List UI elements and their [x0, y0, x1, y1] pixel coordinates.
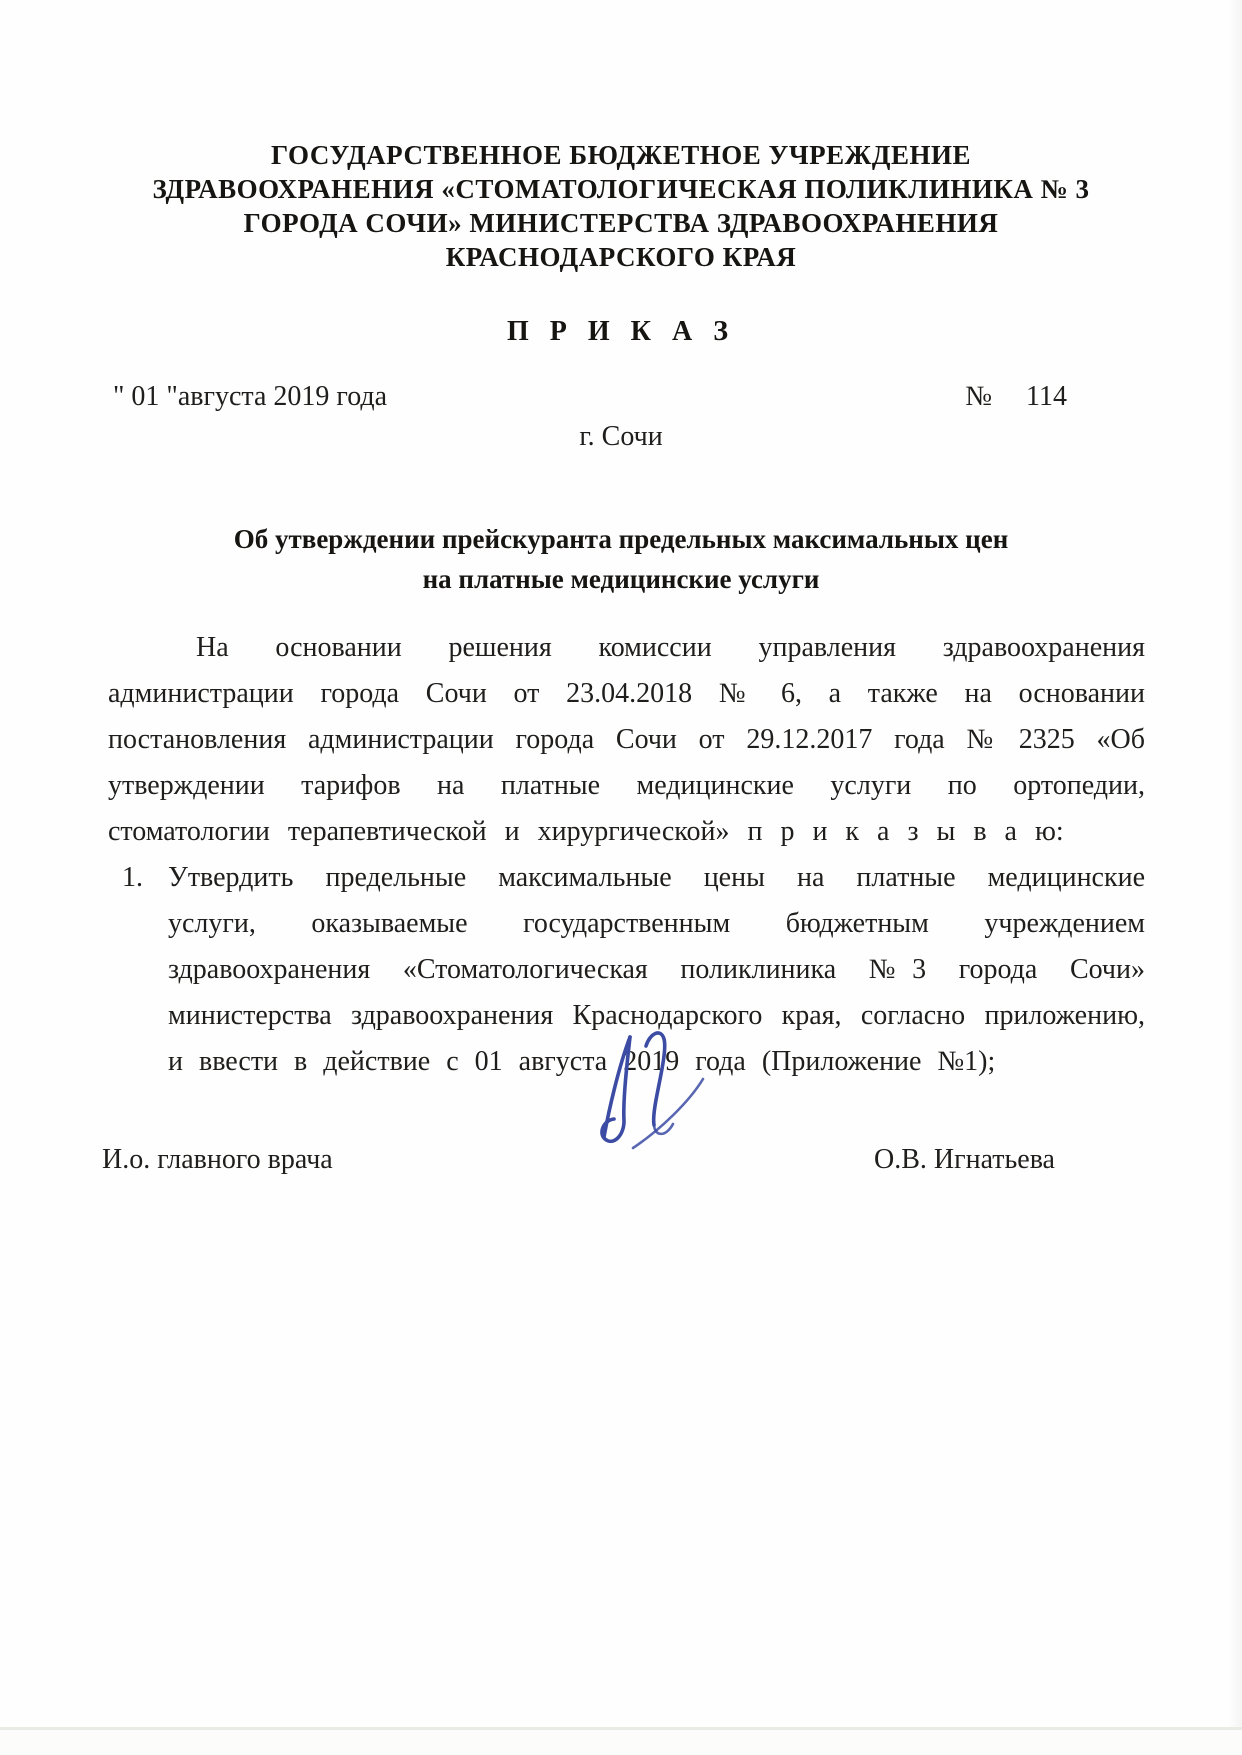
- organization-header-line: ГОСУДАРСТВЕННОЕ БЮДЖЕТНОЕ УЧРЕЖДЕНИЕ: [271, 140, 971, 170]
- order-date: " 01 "августа 2019 года: [113, 381, 388, 412]
- organization-header: [60, 138, 1182, 274]
- scan-edge-shadow: [1228, 0, 1242, 1755]
- city-line: г. Сочи: [579, 421, 663, 452]
- order-title: П Р И К А З: [507, 316, 735, 347]
- preamble-paragraph: На основании решения комиссии управления здравоохранения администрации города Сочи от 23.04.2018 № 6, а также на основании постановления администрации города Сочи от 29.12.2017 года № 2325 «Об утверждении тарифов на платные медицинские услуги по ортопедии, стоматологии терапевтической и хирургической» п р и к а з ы в а ю:: [108, 632, 1145, 847]
- subject-title-line: на платные медицинские услуги: [422, 564, 820, 594]
- order-body: [102, 625, 1145, 1183]
- signature-row: [102, 1137, 1145, 1183]
- signatory-name: О.В. Игнатьева: [873, 1144, 1055, 1175]
- number-value: 114: [1026, 381, 1067, 412]
- organization-header-line: КРАСНОДАРСКОГО КРАЯ: [445, 242, 797, 272]
- subject-title-line: Об утверждении прейскуранта предельных максимальных цен: [233, 524, 1009, 554]
- number-sign: №: [965, 381, 993, 412]
- organization-header-line: ГОРОДА СОЧИ» МИНИСТЕРСТВА ЗДРАВООХРАНЕНИЯ: [243, 208, 999, 238]
- scan-artifact-strip: [0, 1730, 1242, 1755]
- list-item-number: 1.: [122, 862, 143, 893]
- organization-header-line: ЗДРАВООХРАНЕНИЯ «СТОМАТОЛОГИЧЕСКАЯ ПОЛИКЛИНИКА № 3: [152, 174, 1090, 204]
- signatory-role: И.о. главного врача: [102, 1144, 333, 1175]
- subject-title: [100, 519, 1142, 599]
- list-item: [108, 855, 1145, 1085]
- date-number-row: [113, 381, 1067, 413]
- list-item-text: Утвердить предельные максимальные цены на платные медицинские услуги, оказываемые государственным бюджетным учреждением здравоохранения «Стоматологическая поликлиника №3 города Сочи» министерства здравоохранения Краснодарского края, согласно приложению, и ввести в действие с 01 августа 2019 года (Приложение №1);: [168, 862, 1145, 1077]
- order-number: [965, 381, 1067, 413]
- order-list: [108, 855, 1145, 1085]
